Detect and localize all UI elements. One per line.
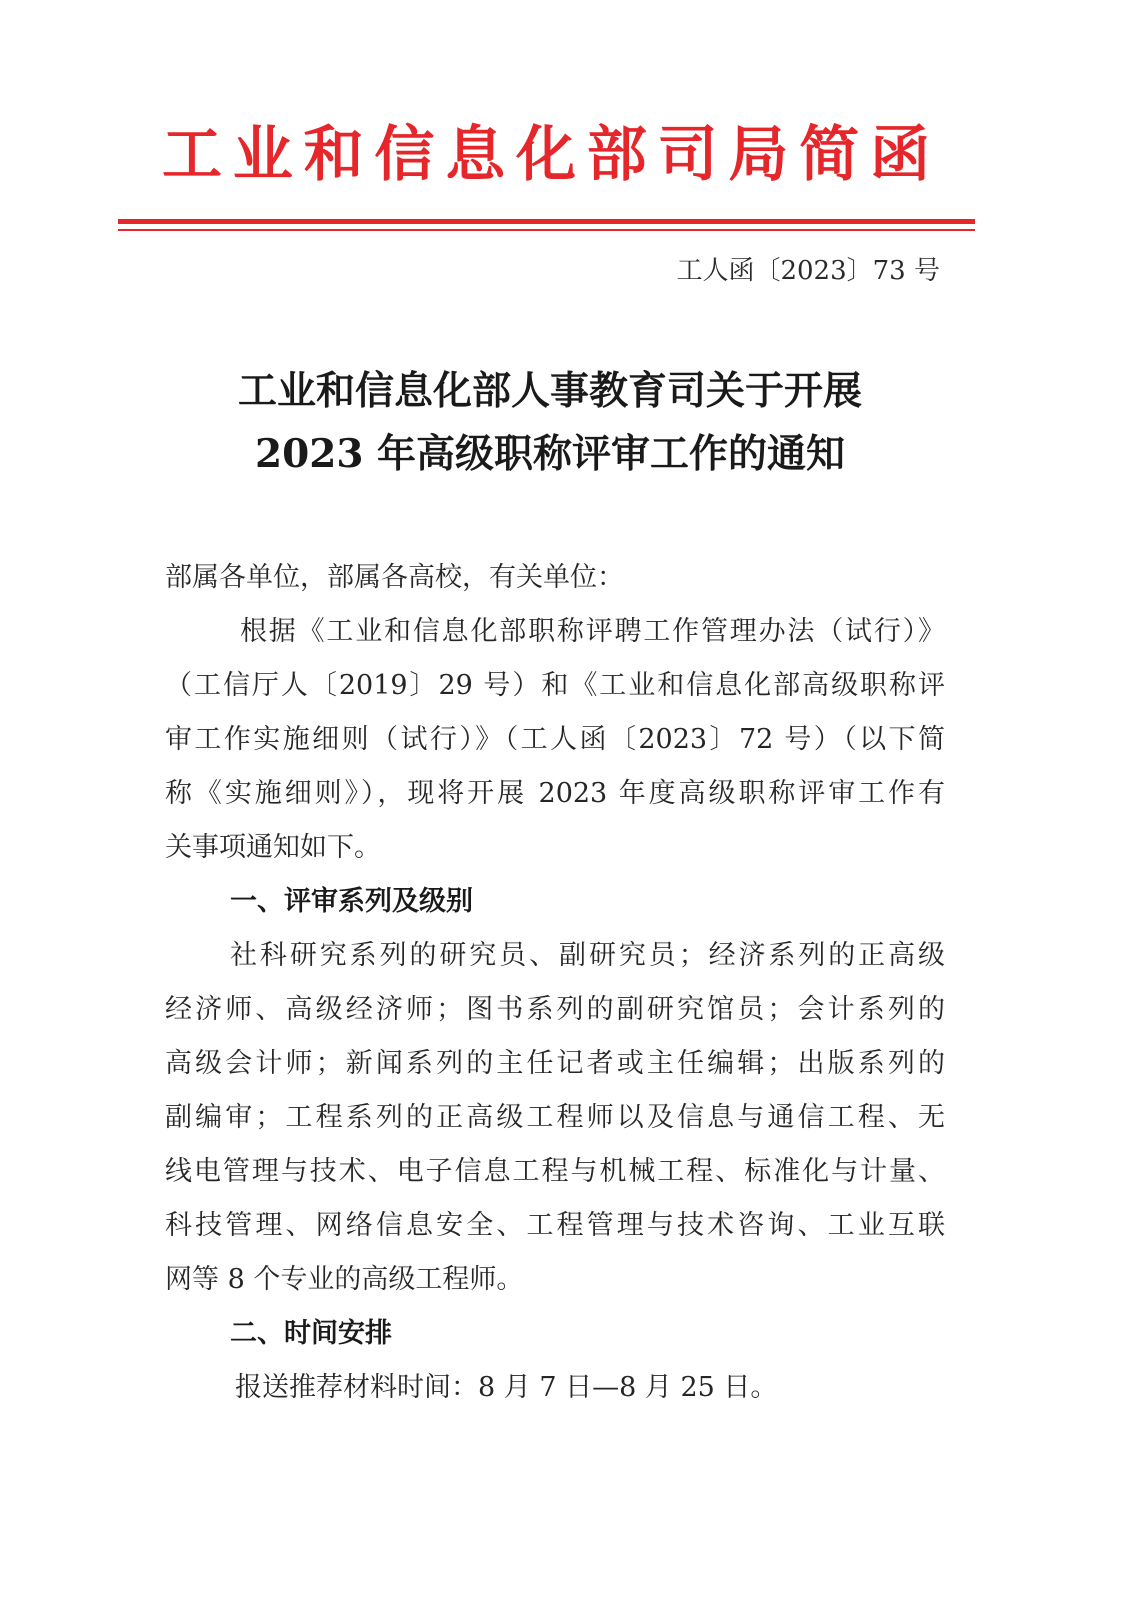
section-line: 线电管理与技术、电子信息工程与机械工程、标准化与计量、	[165, 1156, 945, 1187]
section-review-series	[165, 875, 945, 1307]
intro-line: 关事项通知如下。	[165, 832, 381, 863]
section-heading: 一、评审系列及级别	[230, 886, 473, 917]
section-line: 高级会计师；新闻系列的主任记者或主任编辑；出版系列的	[165, 1048, 945, 1079]
section-line: 副编审；工程系列的正高级工程师以及信息与通信工程、无	[165, 1102, 945, 1133]
section-line: 社科研究系列的研究员、副研究员；经济系列的正高级	[230, 940, 945, 971]
intro-line: 审工作实施细则（试行）》（工人函〔2023〕72 号）（以下简	[165, 724, 945, 755]
intro-paragraph	[165, 605, 945, 875]
letterhead-title: 工业和信息化部司局简函	[162, 120, 930, 190]
section-line: 网等 8 个专业的高级工程师。	[165, 1264, 524, 1295]
document-number: 工人函〔2023〕73 号	[676, 256, 940, 286]
document-title	[150, 360, 950, 486]
section-line: 报送推荐材料时间：8 月 7 日—8 月 25 日。	[235, 1372, 778, 1403]
document-body	[165, 551, 945, 1415]
intro-line: 根据《工业和信息化部职称评聘工作管理办法（试行）》	[240, 616, 945, 647]
salutation: 部属各单位，部属各高校，有关单位：	[165, 562, 624, 593]
intro-line: （工信厅人〔2019〕29 号）和《工业和信息化部高级职称评	[165, 670, 945, 701]
section-line: 科技管理、网络信息安全、工程管理与技术咨询、工业互联	[165, 1210, 945, 1241]
section-schedule	[165, 1307, 945, 1415]
title-line: 2023 年高级职称评审工作的通知	[254, 431, 846, 477]
title-line: 工业和信息化部人事教育司关于开展	[237, 368, 862, 414]
letterhead-rule-thick	[118, 219, 975, 224]
section-line: 经济师、高级经济师；图书系列的副研究馆员；会计系列的	[165, 994, 945, 1025]
section-heading: 二、时间安排	[230, 1318, 392, 1349]
letterhead-rule-thin	[118, 229, 975, 231]
intro-line: 称《实施细则》），现将开展 2023 年度高级职称评审工作有	[165, 778, 945, 809]
